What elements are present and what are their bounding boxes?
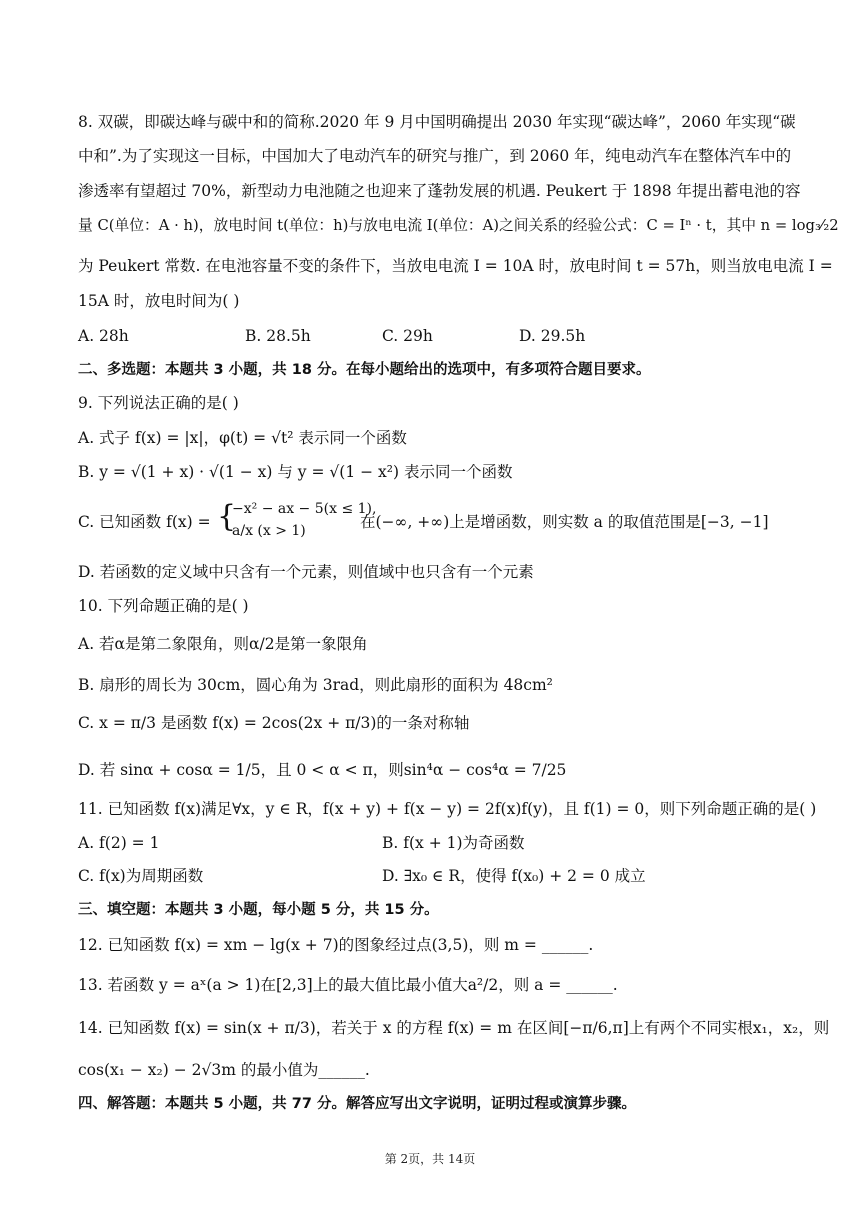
q8-option-d: D. 29.5h — [519, 327, 586, 345]
q10-option-d: D. 若 sinα + cosα = 1/5，且 0 < α < π，则sin⁴α − cos⁴α = 7/25 — [78, 761, 567, 779]
section-3-heading: 三、填空题：本题共 3 小题，每小题 5 分，共 15 分。 — [78, 902, 439, 918]
section-2-heading: 二、多选题：本题共 3 小题，共 18 分。在每小题给出的选项中，有多项符合题目要求。 — [78, 362, 651, 378]
page-footer: 第 2页，共 14页 — [384, 1152, 476, 1166]
q8-line-6: 15A 时，放电时间为( ) — [78, 292, 240, 310]
q8-option-a: A. 28h — [78, 327, 129, 345]
q9-option-c-case-1: −x² − ax − 5(x ≤ 1), — [232, 501, 377, 517]
q8-line-3: 渗透率有望超过 70%，新型动力电池随之也迎来了蓬勃发展的机遇. Peukert 于 1898 年提出蓄电池的容 — [78, 182, 801, 200]
q11-option-d: D. ∃x₀ ∈ R，使得 f(x₀) + 2 = 0 成立 — [382, 867, 646, 885]
q12: 12. 已知函数 f(x) = xm − lg(x + 7)的图象经过点(3,5)，则 m = ______. — [78, 936, 594, 954]
q11-option-b: B. f(x + 1)为奇函数 — [382, 834, 525, 852]
q11-option-a: A. f(2) = 1 — [78, 834, 160, 852]
q9-stem: 9. 下列说法正确的是( ) — [78, 394, 239, 412]
q9-option-a: A. 式子 f(x) = |x|，φ(t) = √t² 表示同一个函数 — [78, 429, 407, 447]
q14-line-2: cos(x₁ − x₂) − 2√3m 的最小值为______. — [78, 1061, 370, 1079]
q8-option-b: B. 28.5h — [245, 327, 311, 345]
q9-option-c-case-2: a/x (x > 1) — [232, 523, 306, 539]
q8-option-c: C. 29h — [382, 327, 433, 345]
q10-option-a: A. 若α是第二象限角，则α/2是第一象限角 — [78, 635, 368, 653]
q9-option-c-prefix: C. 已知函数 f(x) = — [78, 513, 211, 531]
q11-option-c: C. f(x)为周期函数 — [78, 867, 204, 885]
q10-stem: 10. 下列命题正确的是( ) — [78, 597, 249, 615]
q9-option-b: B. y = √(1 + x) · √(1 − x) 与 y = √(1 − x²) 表示同一个函数 — [78, 463, 513, 481]
q10-option-c: C. x = π/3 是函数 f(x) = 2cos(2x + π/3)的一条对称轴 — [78, 714, 470, 732]
piecewise-brace: { — [217, 499, 237, 534]
q13: 13. 若函数 y = aˣ(a > 1)在[2,3]上的最大值比最小值大a²/2，则 a = ______. — [78, 976, 618, 994]
q8-line-1: 8. 双碳，即碳达峰与碳中和的简称.2020 年 9 月中国明确提出 2030 年实现“碳达峰”，2060 年实现“碳 — [78, 113, 796, 131]
q9-option-d: D. 若函数的定义域中只含有一个元素，则值域中也只含有一个元素 — [78, 563, 534, 581]
q14-line-1: 14. 已知函数 f(x) = sin(x + π/3)，若关于 x 的方程 f(x) = m 在区间[−π/6,π]上有两个不同实根x₁，x₂，则 — [78, 1019, 830, 1037]
q8-line-5: 为 Peukert 常数. 在电池容量不变的条件下，当放电电流 I = 10A 时，放电时间 t = 57h，则当放电电流 I = — [78, 257, 833, 275]
q10-option-b: B. 扇形的周长为 30cm，圆心角为 3rad，则此扇形的面积为 48cm² — [78, 676, 553, 694]
q11-stem: 11. 已知函数 f(x)满足∀x，y ∈ R，f(x + y) + f(x − y) = 2f(x)f(y)，且 f(1) = 0，则下列命题正确的是( ) — [78, 800, 817, 818]
q8-line-4: 量 C(单位：A · h)，放电时间 t(单位：h)与放电电流 I(单位：A)之间关系的经验公式：C = Iⁿ · t，其中 n = log₃⁄₂2 — [78, 217, 839, 234]
q8-line-2: 中和”.为了实现这一目标，中国加大了电动汽车的研究与推广，到 2060 年，纯电动汽车在整体汽车中的 — [78, 147, 792, 165]
q9-option-c-suffix: 在(−∞, +∞)上是增函数，则实数 a 的取值范围是[−3, −1] — [360, 513, 769, 531]
section-4-heading: 四、解答题：本题共 5 小题，共 77 分。解答应写出文字说明，证明过程或演算步骤。 — [78, 1096, 636, 1112]
